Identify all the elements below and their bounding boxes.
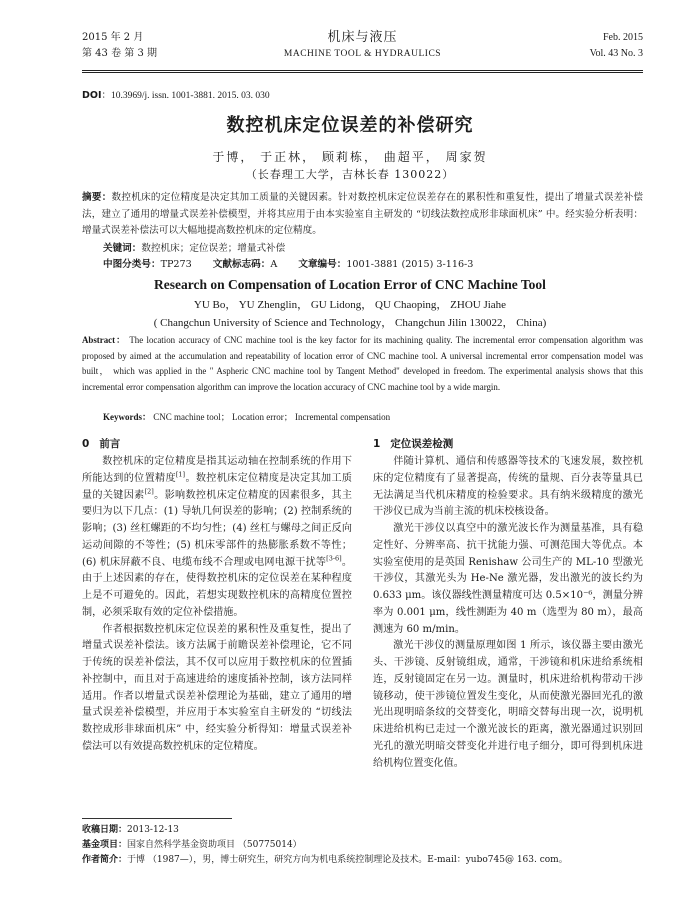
paper-title-cn: 数控机床定位误差的补偿研究	[226, 115, 474, 136]
journal-name-cn: 机床与液压	[327, 30, 398, 45]
header-rule-2	[82, 72, 643, 73]
section-1-paragraph-3: 激光干涉仪的测量原理如图 1 所示，该仪器主要由激光头、干涉镜、反射镜组成，通常，干涉镜和机床进给系统相连，反射镜固定在另一边。测量时，机床进给机构带动干涉镜移动，使干涉镜位置发生变化，从而使激光器回光孔的激光出现明暗条纹的交替变化，明暗交替每出现一次，说明机床进给机构已走过一个激光波长的距离，激光器通过识别回光孔的激光明暗交替变化并进行电子细分，即可得到机床进给机构位置变化值。	[373, 640, 643, 769]
header-right	[590, 30, 643, 62]
section-1-paragraph-2: 激光干涉仪以真空中的激光波长作为测量基准，具有稳定性好、分辨率高、抗干扰能力强、可测范围大等优点。本实验室使用的是英国 Renishaw 公司生产的 ML-10 型激光干涉仪，其激光头为 He-Ne 激光器，发出激光的波长约为 0.633 μm。该仪器线性测量精度可达 0.5×10⁻⁶，测量分辨率为 0.001 μm，线性测距为 40 m（选型为 80 m），最高测速为 60 m/min。	[373, 523, 643, 635]
keywords-cn-text: 数控机床；定位误差；增量式补偿	[141, 243, 286, 254]
author-bio: 作者简介：于博 （1987—），男，博士研究生，研究方向为机电系统控制理论及技术。E-mail：yubo745@ 163. com。	[82, 855, 568, 865]
keywords-en-text: CNC machine tool； Location error； Incremental compensation	[151, 412, 391, 422]
footnote-rule	[82, 818, 232, 819]
keywords-en-label: Keywords：	[103, 412, 151, 422]
header-date-en: Feb. 2015	[603, 32, 643, 43]
left-column	[82, 436, 352, 756]
journal-name-en: MACHINE TOOL & HYDRAULICS	[283, 49, 442, 59]
affiliation-en: ( Changchun University of Science and Technology， Changchun Jilin 130022， China)	[153, 317, 547, 329]
affiliation-cn: （长春理工大学，吉林长春 130022）	[245, 168, 455, 181]
section-0-heading: 0 前言	[82, 438, 121, 450]
section-1-heading: 1 定位误差检测	[373, 438, 454, 450]
abstract-en-text: The location accuracy of CNC machine tool is the key factor for its machining quality. The incremental error compensation algorithm was proposed by aimed at the accumulation and repeatability of location error of CNC machine tool. A universal incremental error compensation model was built， which was applied in the " Aspheric CNC machine tool by Tangent Method" developed in freedom. The experimental analysis shows that this incremental error compensation algorithm can improve the location accuracy of CNC machine tool by a wide margin.	[82, 335, 643, 392]
header-volume-en: Vol. 43 No. 3	[589, 48, 643, 59]
footnotes	[82, 823, 643, 868]
section-0-paragraph-1: 数控机床的定位精度是指其运动轴在控制系统的作用下所能达到的位置精度[1]。数控机床定位精度是决定其加工质量的关键因素[2]。影响数控机床定位精度的因素很多，其主要归为以下几点：(1) 导轨几何误差的影响；(2) 控制系统的影响；(3) 丝杠螺距的不均匀性；(4) 丝杠与螺母之间正反向运动间隙的不等性；(5) 机床零部件的热膨胀系数不等性；(6) 机床屏蔽不良、电缆布线不合理或电网电源干扰等[3-6]。由于上述因素的存在，使得数控机床的定位误差在某种程度上是不可避免的。因此，若想实现数控机床的高精度位置控制，必须采取有效的定位补偿措施。	[82, 456, 353, 618]
section-1-paragraph-1: 伴随计算机、通信和传感器等技术的飞速发展，数控机床的定位精度有了显著提高，传统的量规、百分表等量具已无法满足当代机床精度的检验要求。具有纳米级精度的激光干涉仪已成为当前主流的机床校核设备。	[373, 456, 643, 518]
abstract-cn-label: 摘要：	[82, 192, 112, 203]
clc-number: 中图分类号：TP273	[103, 259, 192, 270]
keywords-en	[103, 410, 390, 423]
header-center	[82, 30, 643, 62]
section-0-paragraph-2: 作者根据数控机床定位误差的累积性及重复性，提出了增量式误差补偿法。该方法属于前瞻误差补偿理论，它不同于传统的误差补偿法，其不仅可以应用于数控机床的位置插补控制中，而且对于高速进给的速度插补控制，该方法同样适用。作者以增量式误差补偿理论为基础，建立了通用的增量式误差补偿模型，并应用于本实验室自主研发的 “切线法数控成形非球面机床” 中，经实验分析得知：增量式误差补偿法可以有效提高数控机床的定位精度。	[82, 623, 352, 752]
paper-title-en: Research on Compensation of Location Error of CNC Machine Tool	[154, 277, 546, 292]
keywords-cn	[103, 240, 285, 254]
abstract-en-label: Abstract：	[82, 335, 127, 345]
abstract-en	[82, 333, 643, 395]
citation: [3-6]	[326, 554, 342, 563]
classification-line	[103, 256, 491, 270]
document-code: 文献标志码：A	[212, 259, 278, 270]
keywords-cn-label: 关键词：	[103, 243, 142, 254]
header-volume-cn: 第 43 卷 第 3 期	[82, 48, 157, 59]
article-number: 文章编号：1001-3881 (2015) 3-116-3	[298, 259, 474, 270]
citation: [2]	[144, 487, 154, 496]
authors-cn: 于博， 于正林， 顾莉栋， 曲超平， 周家贺	[212, 150, 488, 164]
header-date-cn: 2015 年 2 月	[82, 32, 144, 43]
citation: [1]	[175, 470, 186, 479]
header-rule	[82, 70, 643, 71]
abstract-cn-text: 数控机床的定位精度是决定其加工质量的关键因素。针对数控机床定位误差存在的累积性和重复性，提出了增量式误差补偿法，建立了通用的增量式误差补偿模型，并将其应用于由本实验室自主研发的 “切线法数控成形非球面机床” 中。经实验分析表明：增量式误差补偿法可以大幅地提高数控机床的定位精度。	[82, 192, 644, 236]
doi-line	[82, 87, 270, 101]
abstract-cn	[82, 190, 643, 240]
doi-label: DOI	[82, 90, 102, 101]
right-column	[373, 436, 643, 772]
fund-project: 基金项目：国家自然科学基金资助项目 （50775014）	[82, 840, 302, 850]
doi-value: ：10.3969/j. issn. 1001-3881. 2015. 03. 030	[101, 91, 270, 101]
received-date: 收稿日期：2013-12-13	[82, 825, 179, 835]
authors-en: YU Bo， YU Zhenglin， GU Lidong， QU Chaoping， ZHOU Jiahe	[193, 299, 507, 311]
running-header	[82, 30, 643, 68]
